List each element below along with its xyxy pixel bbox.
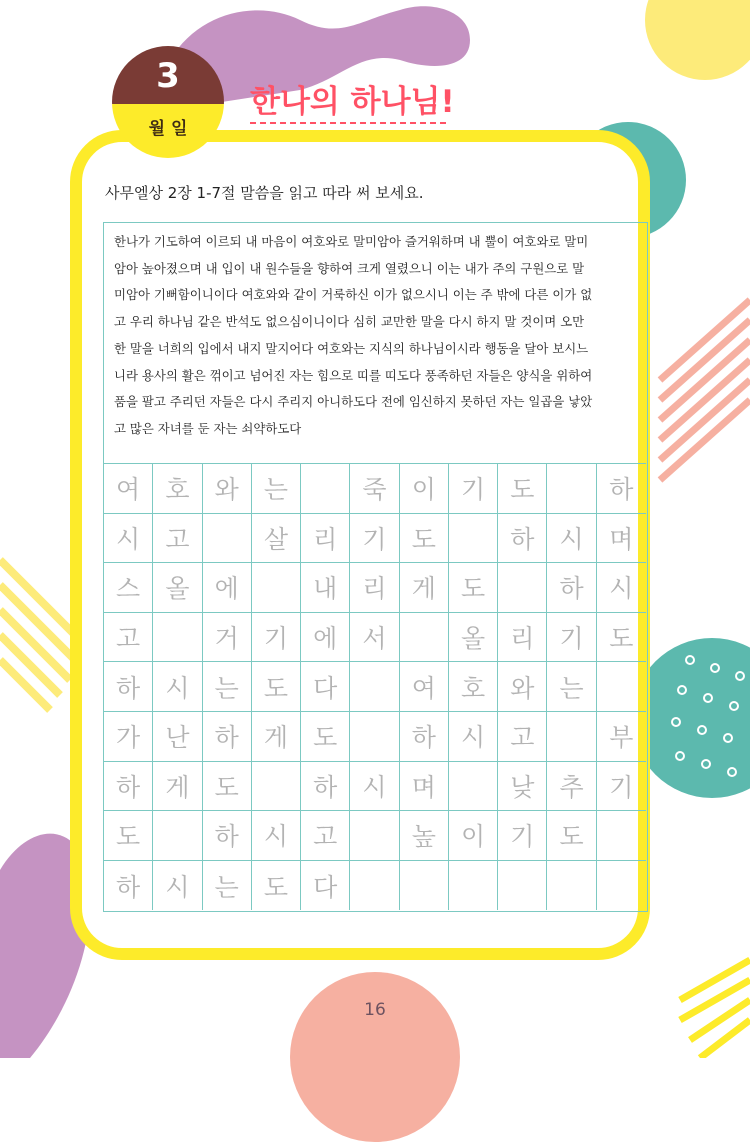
grid-cell[interactable]: 가	[104, 712, 153, 762]
pink-stripes-right	[660, 300, 750, 480]
grid-cell[interactable]: 리	[350, 563, 399, 613]
grid-cell[interactable]: 시	[153, 861, 202, 911]
grid-cell[interactable]: 고	[301, 811, 350, 861]
passage-line: 암아 높아졌으며 내 입이 내 원수들을 향하여 크게 열렸으니 이는 내가 주의 구원으로 말	[114, 260, 585, 276]
grid-cell[interactable]	[597, 662, 646, 712]
grid-cell[interactable]: 고	[153, 514, 202, 564]
grid-cell[interactable]	[498, 563, 547, 613]
grid-cell[interactable]: 기	[350, 514, 399, 564]
grid-cell[interactable]: 도	[252, 861, 301, 911]
grid-cell[interactable]	[449, 861, 498, 911]
passage-line: 니라 용사의 활은 꺾이고 넘어진 자는 힘으로 띠를 띠도다 풍족하던 자들은 양식을 위하여	[114, 367, 593, 383]
grid-cell[interactable]: 하	[547, 563, 596, 613]
grid-cell[interactable]: 높	[400, 811, 449, 861]
grid-cell[interactable]: 이	[400, 464, 449, 514]
passage-line: 한나가 기도하여 이르되 내 마음이 여호와로 말미암아 즐거워하며 내 뿔이 여호와로 말미	[114, 234, 589, 249]
grid-cell[interactable]: 여	[104, 464, 153, 514]
grid-cell[interactable]	[547, 712, 596, 762]
grid-cell[interactable]: 올	[153, 563, 202, 613]
grid-cell[interactable]: 는	[252, 464, 301, 514]
grid-cell[interactable]: 에	[203, 563, 252, 613]
grid-cell[interactable]: 호	[449, 662, 498, 712]
grid-cell[interactable]: 시	[597, 563, 646, 613]
grid-cell[interactable]: 리	[498, 613, 547, 663]
grid-cell[interactable]: 기	[597, 762, 646, 812]
grid-cell[interactable]: 고	[498, 712, 547, 762]
grid-cell[interactable]: 올	[449, 613, 498, 663]
grid-cell[interactable]: 기	[547, 613, 596, 663]
grid-cell[interactable]	[301, 464, 350, 514]
grid-cell[interactable]: 스	[104, 563, 153, 613]
grid-cell[interactable]: 하	[203, 712, 252, 762]
grid-cell[interactable]: 서	[350, 613, 399, 663]
grid-cell[interactable]: 난	[153, 712, 202, 762]
grid-cell[interactable]	[350, 662, 399, 712]
month-day-label: 월 일	[148, 119, 188, 139]
grid-cell[interactable]: 고	[104, 613, 153, 663]
passage-line: 고 우리 하나님 같은 반석도 없으심이니이다 심히 교만한 말을 다시 하지 말 것이며 오만	[114, 314, 585, 330]
grid-cell[interactable]: 도	[449, 563, 498, 613]
grid-cell[interactable]: 하	[203, 811, 252, 861]
grid-cell[interactable]	[498, 861, 547, 911]
grid-cell[interactable]: 시	[547, 514, 596, 564]
instruction-text: 사무엘상 2장 1-7절 말씀을 읽고 따라 써 보세요.	[105, 184, 424, 202]
grid-cell[interactable]: 며	[597, 514, 646, 564]
grid-cell[interactable]: 도	[400, 514, 449, 564]
grid-cell[interactable]	[153, 811, 202, 861]
grid-cell[interactable]: 도	[301, 712, 350, 762]
page-number: 16	[364, 1000, 386, 1020]
grid-cell[interactable]	[547, 861, 596, 911]
grid-cell[interactable]: 게	[400, 563, 449, 613]
grid-cell[interactable]: 기	[449, 464, 498, 514]
grid-cell[interactable]: 는	[547, 662, 596, 712]
grid-cell[interactable]: 시	[449, 712, 498, 762]
yellow-circle-top-right	[645, 0, 750, 80]
grid-cell[interactable]: 도	[498, 464, 547, 514]
grid-cell[interactable]	[252, 563, 301, 613]
grid-cell[interactable]: 리	[301, 514, 350, 564]
grid-cell[interactable]: 는	[203, 662, 252, 712]
grid-cell[interactable]: 하	[301, 762, 350, 812]
grid-cell[interactable]: 도	[547, 811, 596, 861]
passage-line: 품을 팔고 주리던 자들은 다시 주리지 아니하도다 전에 임신하지 못하던 자는 일곱을 낳았	[114, 394, 593, 410]
grid-cell[interactable]: 죽	[350, 464, 399, 514]
grid-cell[interactable]	[400, 861, 449, 911]
tracing-grid	[104, 463, 646, 910]
grid-cell[interactable]: 하	[104, 662, 153, 712]
practice-box	[103, 222, 648, 912]
grid-cell[interactable]: 다	[301, 861, 350, 911]
grid-cell[interactable]: 하	[104, 762, 153, 812]
grid-cell[interactable]	[597, 811, 646, 861]
grid-cell[interactable]: 하	[597, 464, 646, 514]
scripture-passage	[114, 229, 640, 443]
grid-cell[interactable]: 거	[203, 613, 252, 663]
grid-cell[interactable]: 이	[449, 811, 498, 861]
grid-cell[interactable]: 며	[400, 762, 449, 812]
grid-cell[interactable]: 내	[301, 563, 350, 613]
grid-cell[interactable]: 하	[104, 861, 153, 911]
grid-cell[interactable]	[449, 762, 498, 812]
passage-line: 고 많은 자녀를 둔 자는 쇠약하도다	[114, 420, 302, 436]
grid-cell[interactable]	[203, 514, 252, 564]
grid-cell[interactable]	[547, 464, 596, 514]
page-title: 한나의 하나님!	[250, 84, 455, 120]
grid-cell[interactable]: 기	[498, 811, 547, 861]
grid-cell[interactable]: 도	[104, 811, 153, 861]
grid-cell[interactable]	[350, 861, 399, 911]
grid-cell[interactable]: 시	[153, 662, 202, 712]
grid-cell[interactable]: 도	[597, 613, 646, 663]
grid-cell[interactable]: 에	[301, 613, 350, 663]
grid-cell[interactable]	[350, 712, 399, 762]
title-underline	[250, 122, 446, 124]
grid-cell[interactable]	[597, 861, 646, 911]
grid-cell[interactable]: 여	[400, 662, 449, 712]
grid-cell[interactable]: 게	[153, 762, 202, 812]
grid-cell[interactable]: 하	[400, 712, 449, 762]
grid-cell[interactable]: 는	[203, 861, 252, 911]
grid-cell[interactable]: 게	[252, 712, 301, 762]
grid-cell[interactable]: 기	[252, 613, 301, 663]
yellow-stripes-bottom-right	[680, 960, 750, 1058]
grid-cell[interactable]	[400, 613, 449, 663]
date-badge	[112, 46, 224, 158]
grid-cell[interactable]: 부	[597, 712, 646, 762]
grid-cell[interactable]: 살	[252, 514, 301, 564]
grid-cell[interactable]: 하	[498, 514, 547, 564]
grid-cell[interactable]: 시	[350, 762, 399, 812]
page-number-circle	[290, 972, 460, 1142]
grid-cell[interactable]: 와	[498, 662, 547, 712]
grid-cell[interactable]: 다	[301, 662, 350, 712]
grid-cell[interactable]	[153, 613, 202, 663]
grid-cell[interactable]: 낮	[498, 762, 547, 812]
grid-cell[interactable]	[350, 811, 399, 861]
grid-cell[interactable]: 도	[252, 662, 301, 712]
grid-cell[interactable]: 와	[203, 464, 252, 514]
grid-cell[interactable]	[449, 514, 498, 564]
passage-line: 한 말을 너희의 입에서 내지 말지어다 여호와는 지식의 하나님이시라 행동을 달아 보시느	[114, 340, 589, 356]
grid-cell[interactable]: 추	[547, 762, 596, 812]
grid-cell[interactable]: 도	[203, 762, 252, 812]
grid-cell[interactable]: 호	[153, 464, 202, 514]
grid-cell[interactable]: 시	[252, 811, 301, 861]
month-number: 3	[156, 56, 180, 96]
grid-cell[interactable]	[252, 762, 301, 812]
grid-cell[interactable]: 시	[104, 514, 153, 564]
passage-line: 미암아 기뻐함이니이다 여호와와 같이 거룩하신 이가 없으시니 이는 주 밖에 다른 이가 없	[114, 287, 593, 303]
